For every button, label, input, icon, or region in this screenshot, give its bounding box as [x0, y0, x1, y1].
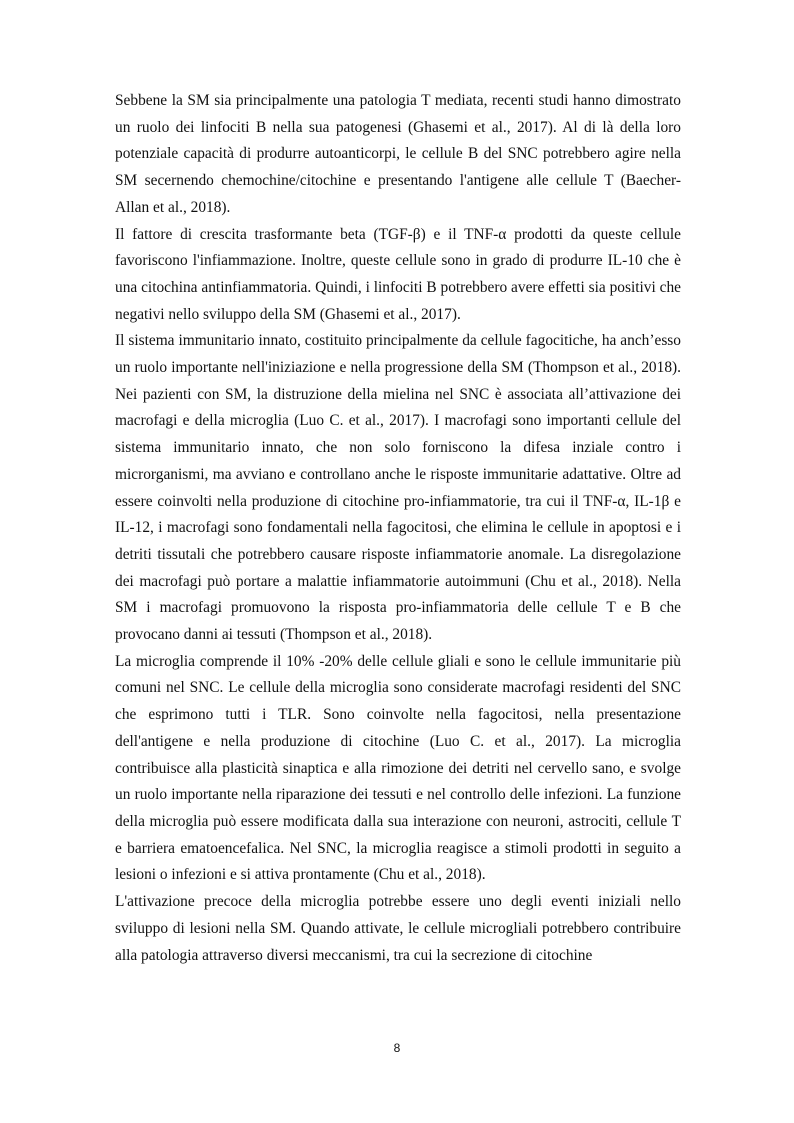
- paragraph-innate-immunity: Il sistema immunitario innato, costituito principalmente da cellule fagocitiche, ha anch’esso un ruolo importante nell'iniziazione e nella progressione della SM (Thompson et al., 2018). Nei pazienti con SM, la distruzione della mielina nel SNC è associata all’attivazione dei macrofagi e della microglia (Luo C. et al., 2017). I macrofagi sono importanti cellule del sistema immunitario innato, che non solo forniscono la difesa inziale contro i microrganismi, ma avviano e controllano anche le risposte immunitarie adattative. Oltre ad essere coinvolti nella produzione di citochine pro-infiammatorie, tra cui il TNF-α, IL-1β e IL-12, i macrofagi sono fondamentali nella fagocitosi, che elimina le cellule in apoptosi e i detriti tissutali che potrebbero causare risposte infiammatorie anomale. La disregolazione dei macrofagi può portare a malattie infiammatorie autoimmuni (Chu et al., 2018). Nella SM i macrofagi promuovono la risposta pro-infiammatoria delle cellule T e B che provocano danni ai tessuti (Thompson et al., 2018).: [115, 332, 681, 644]
- paragraph-tgf-tnf: Il fattore di crescita trasformante beta (TGF-β) e il TNF-α prodotti da queste cellule favoriscono l'infiammazione. Inoltre, queste cellule sono in grado di produrre IL-10 che è una citochina antinfiammatoria. Quindi, i linfociti B potrebbero avere effetti sia positivi che negativi nello sviluppo della SM (Ghasemi et al., 2017).: [115, 225, 681, 323]
- page-number: 8: [393, 1041, 401, 1055]
- paragraph-b-cells: Sebbene la SM sia principalmente una patologia T mediata, recenti studi hanno dimostrato un ruolo dei linfociti B nella sua patogenesi (Ghasemi et al., 2017). Al di là della loro potenziale capacità di produrre autoanticorpi, le cellule B del SNC potrebbero agire nella SM secernendo chemochine/citochine e presentando l'antigene alle cellule T (Baecher-Allan et al., 2018).: [115, 92, 681, 216]
- paragraph-microglia: La microglia comprende il 10% -20% delle cellule gliali e sono le cellule immunitarie più comuni nel SNC. Le cellule della microglia sono considerate macrofagi residenti del SNC che esprimono tutti i TLR. Sono coinvolte nella fagocitosi, nella presentazione dell'antigene e nella produzione di citochine (Luo C. et al., 2017). La microglia contribuisce alla plasticità sinaptica e alla rimozione dei detriti nel cervello sano, e svolge un ruolo importante nella riparazione dei tessuti e nel controllo delle infezioni. La funzione della microglia può essere modificata dalla sua interazione con neuroni, astrociti, cellule T e barriera ematoencefalica. Nel SNC, la microglia reagisce a stimoli prodotti in seguito a lesioni o infezioni e si attiva prontamente (Chu et al., 2018).: [115, 652, 681, 884]
- body-text: [115, 88, 681, 969]
- paragraph-microglia-activation: L'attivazione precoce della microglia potrebbe essere uno degli eventi iniziali nello sviluppo di lesioni nella SM. Quando attivate, le cellule microgliali potrebbero contribuire alla patologia attraverso diversi meccanismi, tra cui la secrezione di citochine: [115, 893, 681, 964]
